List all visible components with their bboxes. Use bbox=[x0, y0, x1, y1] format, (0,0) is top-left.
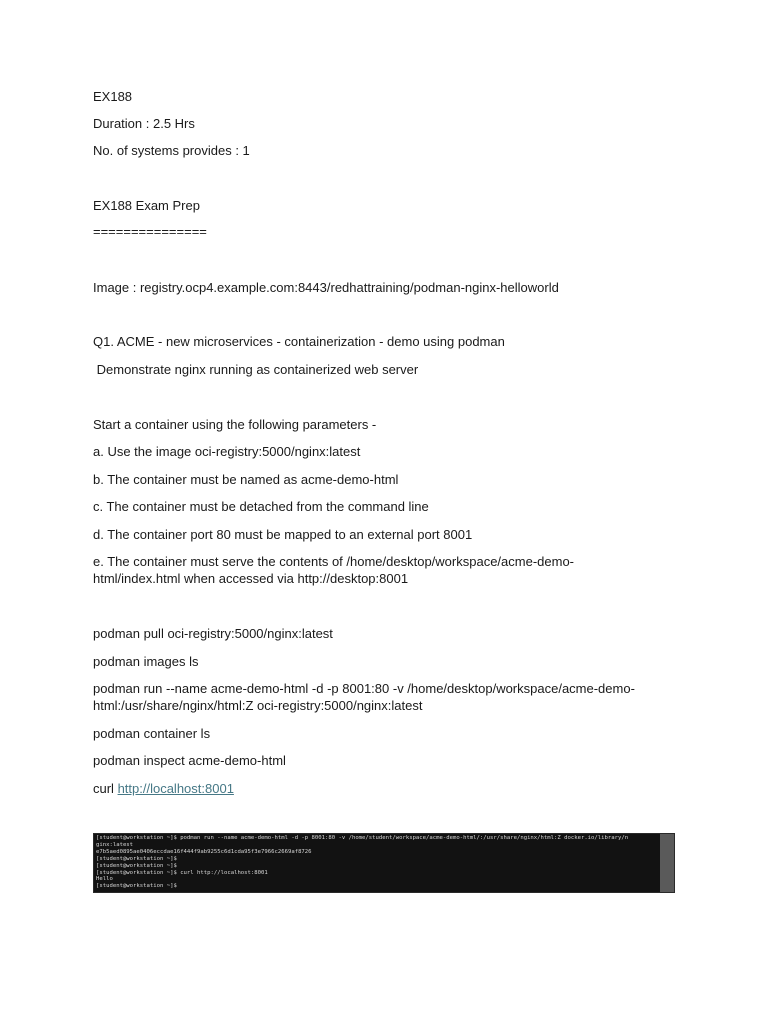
terminal-line: [student@workstation ~]$ bbox=[96, 855, 177, 862]
exam-duration: Duration : 2.5 Hrs bbox=[93, 116, 195, 131]
terminal-line: Hello bbox=[96, 876, 113, 883]
command-images: podman images ls bbox=[93, 654, 199, 669]
command-curl bbox=[93, 780, 683, 797]
terminal-screenshot bbox=[93, 833, 675, 893]
requirement-item: c. The container must be detached from the command line bbox=[93, 499, 429, 514]
question-subtitle: Demonstrate nginx running as containerized web server bbox=[93, 362, 419, 377]
localhost-link[interactable]: http://localhost:8001 bbox=[117, 781, 234, 796]
requirement-item: a. Use the image oci-registry:5000/nginx:latest bbox=[93, 444, 361, 459]
terminal-line: ginx:latest bbox=[96, 841, 134, 848]
section-title: EX188 Exam Prep bbox=[93, 198, 200, 213]
requirement-item: e. The container must serve the contents of /home/desktop/workspace/acme-demo-html/index.html when accessed via http://desktop:8001 bbox=[93, 554, 574, 586]
command-run: podman run --name acme-demo-html -d -p 8001:80 -v /home/desktop/workspace/acme-demo-html:/usr/share/nginx/html:Z oci-registry:5000/nginx:latest bbox=[93, 681, 635, 713]
curl-prefix: curl bbox=[93, 781, 118, 796]
terminal-line: e7b5aed0895ae0406eccdae16f444f9ab9255c6d1cda95f3e7966c2669af8726 bbox=[96, 848, 312, 855]
image-reference: Image : registry.ocp4.example.com:8443/redhattraining/podman-nginx-helloworld bbox=[93, 280, 559, 295]
systems-count: No. of systems provides : 1 bbox=[93, 143, 250, 158]
terminal-line: [student@workstation ~]$ curl http://localhost:8001 bbox=[96, 869, 268, 876]
terminal-line: [student@workstation ~]$ podman run --name acme-demo-html -d -p 8001:80 -v /home/student/workspace/acme-demo-html/:/usr/share/nginx/html:Z docker.io/library/n bbox=[96, 835, 629, 841]
question-title: Q1. ACME - new microservices - containerization - demo using podman bbox=[93, 334, 505, 349]
section-underline: =============== bbox=[93, 224, 207, 239]
command-inspect: podman inspect acme-demo-html bbox=[93, 753, 286, 768]
terminal-line: [student@workstation ~]$ bbox=[96, 862, 177, 869]
terminal-scrollbar[interactable] bbox=[660, 834, 674, 892]
question-intro: Start a container using the following parameters - bbox=[93, 417, 377, 432]
command-container-ls: podman container ls bbox=[93, 726, 211, 741]
requirement-item: b. The container must be named as acme-demo-html bbox=[93, 472, 399, 487]
exam-code: EX188 bbox=[93, 89, 133, 104]
terminal-line: [student@workstation ~]$ bbox=[96, 883, 177, 890]
terminal-output bbox=[96, 835, 658, 890]
command-pull: podman pull oci-registry:5000/nginx:latest bbox=[93, 626, 333, 641]
requirement-item: d. The container port 80 must be mapped to an external port 8001 bbox=[93, 527, 473, 542]
